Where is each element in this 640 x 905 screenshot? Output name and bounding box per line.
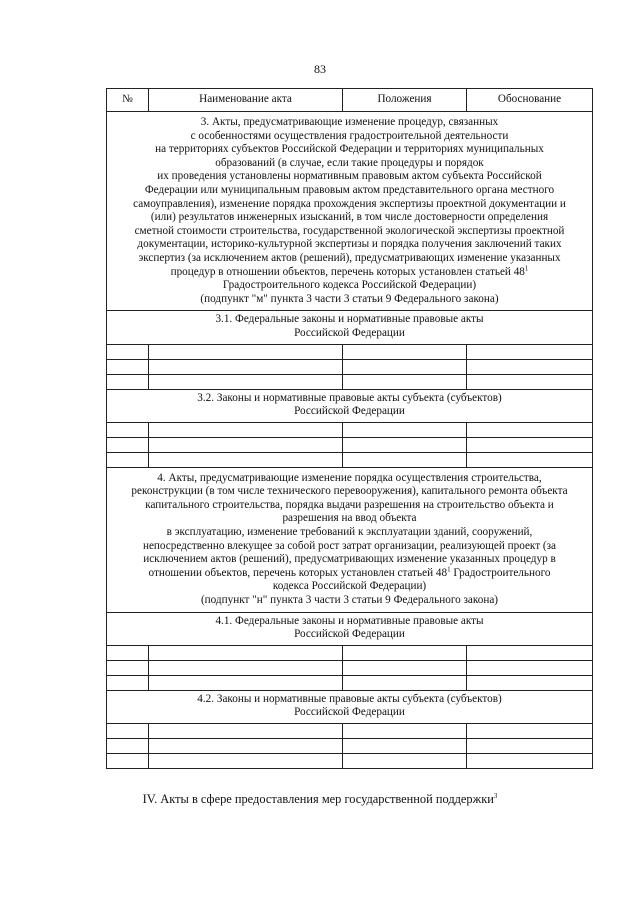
section-iv-heading: IV. Акты в сфере предоставления мер государственной поддержки$^3$ [142,791,498,806]
table-row [107,739,593,754]
table-row [107,452,593,467]
footnote-marker: 1 [524,263,529,272]
table-header-row [107,89,593,112]
section-3-row [107,112,593,311]
table-row [107,422,593,437]
table-row [107,675,593,690]
subsection-4-2-heading: 4.2. Законы и нормативные правовые акты субъекта (субъектов) Российской Федерации [107,690,593,723]
column-header-number: № [107,89,149,112]
section-4-reference: (подпункт "н" пункта 3 части 3 статьи 9 Федерального закона) [200,594,499,607]
subsection-4-1-heading: 4.1. Федеральные законы и нормативные правовые акты Российской Федерации [107,612,593,645]
subsection-3-1-heading: 3.1. Федеральные законы и нормативные правовые акты Российской Федерации [107,311,593,344]
section-4-heading: 4. Акты, предусматривающие изменение порядка осуществления строительства, реконструкции (в том числе технического перевооружения), капитального ремонта объекта капитального строительства, порядка выдачи разрешения на строительство объекта и разрешения на ввод объекта в эксплуатацию, изменение требований к эксплуатации зданий, сооружений, непосредственно влекущее за собой рост затрат организации, реализующей проект (за исключением актов (решений), предусматривающих изменение указанных процедур в отношении объектов, перечень которых установлен статьей $48^1$ Градостроительного кодекса Российской Федерации) (подпункт "н" пункта 3 части 3 статьи 9 Федерального закона) [107,467,593,612]
table-row [107,359,593,374]
subsection-4-2-row [107,690,593,723]
table-row [107,374,593,389]
footnote-marker: 1 [447,565,451,574]
table-row [107,724,593,739]
section-3-heading: 3. Акты, предусматривающие изменение процедур, связанных с особенностями осуществления градостроительной деятельности на территориях субъектов Российской Федерации и территориях муниципальных образований (в случае, если такие процедуры и порядок их проведения установлены нормативным правовым актом субъекта Российской Федерации или муниципальным правовым актом представительного органа местного самоуправления), изменение порядка прохождения экспертизы проектной документации и (или) результатов инженерных изысканий, в том числе достоверности определения сметной стоимости строительства, государственной экологической экспертизы проектной документации, историко-культурной экспертизы и порядка получения заключений таких экспертиз (за исключением актов (решений), предусматривающих изменение указанных процедур в отношении объектов, перечень которых установлен статьей $48^1$ Градостроительного кодекса Российской Федерации) (подпункт "м" пункта 3 части 3 статьи 9 Федерального закона) [107,112,593,311]
table-row [107,645,593,660]
table-row [107,344,593,359]
table-row [107,660,593,675]
acts-table [106,88,593,769]
section-4-row [107,467,593,612]
column-header-provisions: Положения [343,89,467,112]
subsection-3-2-heading: 3.2. Законы и нормативные правовые акты субъекта (субъектов) Российской Федерации [107,389,593,422]
table-row [107,437,593,452]
column-header-act-name: Наименование акта [149,89,343,112]
subsection-3-2-row [107,389,593,422]
subsection-3-1-row [107,311,593,344]
section-3-reference: (подпункт "м" пункта 3 части 3 статьи 9 Федерального закона) [200,292,499,305]
table-row [107,754,593,769]
page-number: 83 [314,62,326,76]
subsection-4-1-row [107,612,593,645]
column-header-justification: Обоснование [467,89,593,112]
footnote-marker: 3 [493,791,498,800]
